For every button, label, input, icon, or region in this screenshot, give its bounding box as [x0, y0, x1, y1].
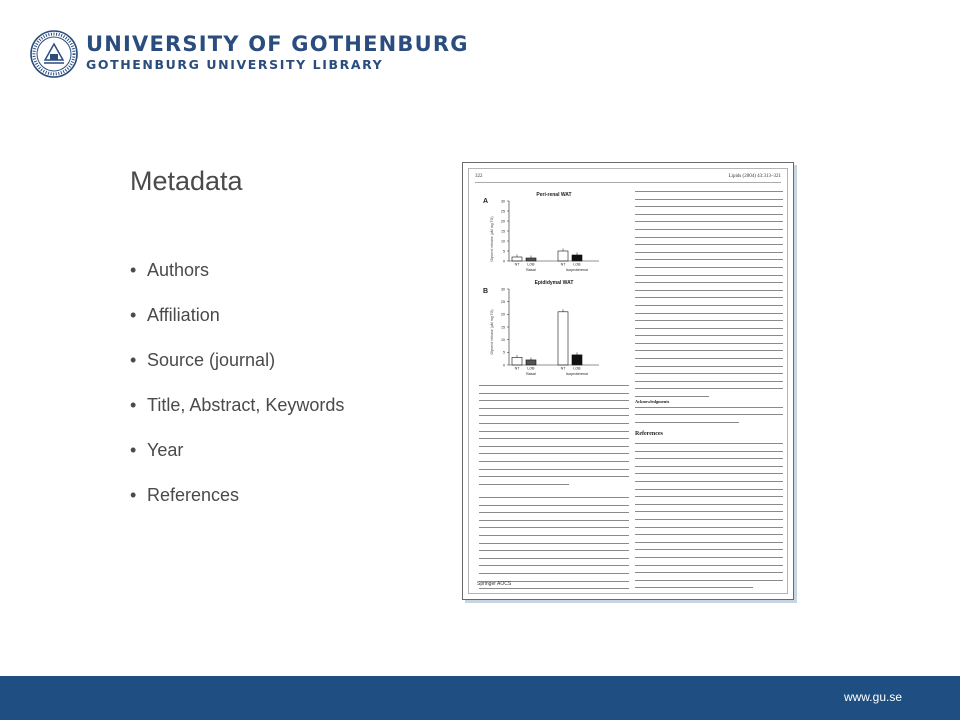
x-tick-label: LOB [527, 262, 535, 267]
bar-nt-basal [512, 257, 522, 261]
bullet-item: • Year [130, 438, 344, 483]
bar-nt-isoproterenol [558, 312, 568, 365]
y-axis-label: Glycerol release (µM mg TG) [490, 309, 494, 355]
chart-title: Epididymal WAT [534, 280, 574, 286]
y-tick-label: 20 [501, 219, 505, 224]
body-text-right [635, 189, 783, 402]
x-tick-label: NT [560, 262, 566, 267]
figure-panel-b [479, 277, 629, 377]
x-tick-label: NT [514, 262, 520, 267]
group-label-isoproterenol: Isoproterenol [565, 268, 589, 272]
y-tick-label: 25 [501, 299, 505, 304]
journal-citation: Lipids (2004) 43:313–321 [728, 174, 781, 179]
bullet-item: • Authors [130, 258, 344, 303]
bar-nt-isoproterenol [558, 251, 568, 261]
y-tick-label: 10 [501, 337, 505, 342]
group-label-basal: Basal [526, 372, 536, 376]
chart-title: Peri-renal WAT [536, 192, 572, 198]
x-tick-label: NT [514, 366, 520, 371]
bullet-list [130, 258, 344, 528]
y-tick-label: 10 [501, 239, 505, 244]
figure-panel-a [479, 189, 629, 273]
x-tick-label: LOB [573, 366, 581, 371]
paper-running-header [475, 174, 781, 183]
acknowledgments-label: Acknowledgments [635, 399, 670, 404]
group-label-isoproterenol: Isoproterenol [565, 372, 589, 376]
y-tick-label: 30 [501, 287, 505, 292]
x-tick-label: NT [560, 366, 566, 371]
y-tick-label: 20 [501, 312, 505, 317]
y-tick-label: 25 [501, 209, 505, 214]
y-tick-label: 5 [503, 249, 505, 254]
y-axis-label: Glycerol release (µM mg TG) [490, 216, 494, 262]
y-tick-label: 0 [503, 259, 505, 264]
university-name: UNIVERSITY OF GOTHENBURG [86, 32, 469, 56]
panel-label: A [483, 198, 489, 205]
bar-chart-peri-renal [479, 189, 629, 273]
bullet-item: • Source (journal) [130, 348, 344, 393]
paper-page-image [462, 162, 794, 600]
bar-chart-epididymal [479, 277, 629, 377]
y-tick-label: 15 [501, 229, 505, 234]
slide-title: Metadata [130, 166, 243, 196]
publisher-logos: Springer AOCS [477, 581, 512, 587]
bar-lob-basal [526, 258, 536, 261]
bullet-item: • References [130, 483, 344, 528]
body-text-left [479, 495, 629, 594]
panel-label: B [483, 288, 489, 295]
bullet-item: • Affiliation [130, 303, 344, 348]
bar-nt-basal [512, 357, 522, 365]
x-tick-label: LOB [527, 366, 535, 371]
group-label-basal: Basal [526, 268, 536, 272]
bar-lob-isoproterenol [572, 355, 582, 365]
library-name: GOTHENBURG UNIVERSITY LIBRARY [86, 57, 384, 72]
y-tick-label: 0 [503, 363, 505, 368]
y-tick-label: 5 [503, 350, 505, 355]
bar-lob-basal [526, 360, 536, 365]
footer-url[interactable]: www.gu.se [843, 690, 902, 704]
bar-lob-isoproterenol [572, 255, 582, 261]
page-number: 322 [475, 174, 483, 179]
x-tick-label: LOB [573, 262, 581, 267]
y-tick-label: 30 [501, 199, 505, 204]
footer-bar [0, 676, 960, 720]
university-seal-logo [30, 30, 78, 78]
paper-page [468, 168, 788, 594]
reference-list [635, 441, 783, 593]
references-heading: References [635, 431, 663, 437]
acknowledgments [635, 399, 783, 427]
figure-caption [479, 383, 629, 489]
y-tick-label: 15 [501, 325, 505, 330]
bullet-item: • Title, Abstract, Keywords [130, 393, 344, 438]
